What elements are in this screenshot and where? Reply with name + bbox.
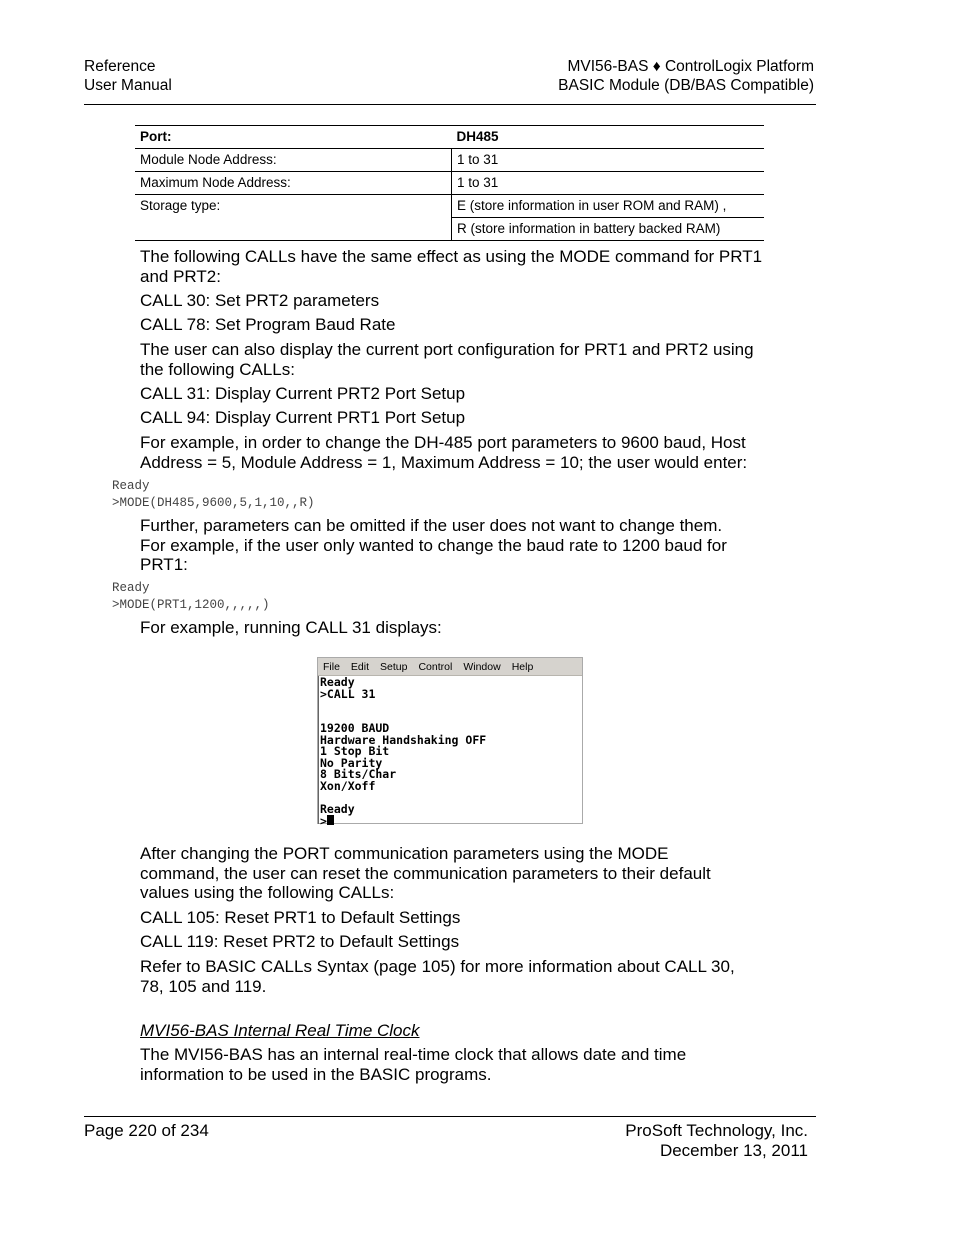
table-header-row bbox=[135, 126, 764, 149]
table-cell-label: Storage type: bbox=[140, 198, 221, 213]
code-line: >MODE(PRT1,1200,,,,,) bbox=[112, 598, 270, 612]
menu-control[interactable]: Control bbox=[418, 660, 453, 673]
terminal-menu-bar bbox=[318, 658, 582, 676]
header-section: Reference bbox=[84, 58, 156, 75]
terminal-line: >CALL 31 bbox=[320, 686, 376, 701]
code-example-1 bbox=[112, 478, 315, 512]
body-paragraph: CALL 94: Display Current PRT1 Port Setup bbox=[140, 408, 466, 427]
body-paragraph: CALL 30: Set PRT2 parameters bbox=[140, 291, 380, 310]
terminal-line: Ready bbox=[320, 801, 355, 816]
header-doc-type: User Manual bbox=[84, 77, 172, 94]
terminal-prompt-line bbox=[320, 815, 582, 828]
body-paragraph: CALL 119: Reset PRT2 to Default Settings bbox=[140, 932, 460, 951]
footer-rule bbox=[84, 1116, 816, 1117]
body-paragraph: The following CALLs have the same effect as using the MODE command for PRT1 and PRT2: bbox=[140, 247, 763, 286]
port-settings-table bbox=[135, 125, 764, 241]
footer-company: ProSoft Technology, Inc. bbox=[625, 1121, 808, 1140]
page-footer-right bbox=[625, 1121, 808, 1160]
table-cell-value: 1 to 31 bbox=[452, 172, 765, 195]
menu-file[interactable]: File bbox=[323, 660, 340, 673]
terminal-cursor bbox=[327, 815, 334, 825]
body-paragraph: CALL 105: Reset PRT1 to Default Settings bbox=[140, 908, 461, 927]
body-paragraph: For example, running CALL 31 displays: bbox=[140, 618, 442, 637]
terminal-line: No Parity bbox=[320, 755, 383, 770]
code-line: Ready bbox=[112, 581, 150, 595]
menu-edit[interactable]: Edit bbox=[350, 660, 370, 673]
terminal-screenshot bbox=[317, 657, 583, 828]
table-row bbox=[135, 218, 764, 241]
code-line: Ready bbox=[112, 479, 150, 493]
table-cell-value: E (store information in user ROM and RAM) , bbox=[452, 195, 765, 218]
table-cell-label: Maximum Node Address: bbox=[135, 172, 452, 195]
body-paragraph: CALL 78: Set Program Baud Rate bbox=[140, 315, 396, 334]
terminal-line: Xon/Xoff bbox=[320, 778, 376, 793]
code-line: >MODE(DH485,9600,5,1,10,,R) bbox=[112, 496, 315, 510]
page-header-left bbox=[84, 57, 172, 95]
page-header-right bbox=[558, 57, 814, 95]
terminal-line: 1 Stop Bit bbox=[320, 744, 390, 758]
header-rule bbox=[84, 104, 816, 105]
section-subheading: MVI56-BAS Internal Real Time Clock bbox=[140, 1021, 420, 1040]
terminal-prompt: > bbox=[320, 814, 327, 828]
table-row bbox=[135, 149, 764, 172]
terminal-line bbox=[320, 700, 582, 712]
menu-window[interactable]: Window bbox=[463, 660, 501, 673]
code-example-2 bbox=[112, 580, 270, 614]
body-paragraph: For example, in order to change the DH-485 port parameters to 9600 baud, Host Address = 5, Module Address = 1, Maximum Address = 10; the user would enter: bbox=[140, 433, 748, 472]
table-cell-value: 1 to 31 bbox=[452, 149, 765, 172]
terminal-line: Hardware Handshaking OFF bbox=[320, 732, 487, 747]
table-row bbox=[135, 195, 764, 218]
body-paragraph: The MVI56-BAS has an internal real-time clock that allows date and time information to be used in the BASIC programs. bbox=[140, 1045, 687, 1084]
body-paragraph: After changing the PORT communication parameters using the MODE command, the user can reset the communication parameters to their default values using the following CALLs: bbox=[140, 844, 711, 902]
footer-date: December 13, 2011 bbox=[659, 1140, 808, 1160]
body-paragraph: Refer to BASIC CALLs Syntax (page 105) for more information about CALL 30, 78, 105 and 119. bbox=[140, 957, 735, 996]
terminal-line bbox=[320, 792, 582, 804]
terminal-line: 19200 BAUD bbox=[320, 721, 390, 735]
terminal-output bbox=[318, 676, 582, 828]
body-paragraph: CALL 31: Display Current PRT2 Port Setup bbox=[140, 384, 466, 403]
menu-setup[interactable]: Setup bbox=[380, 660, 408, 673]
body-paragraph: Further, parameters can be omitted if the user does not want to change them. For example, if the user only wanted to change the baud rate to 1200 baud for PRT1: bbox=[140, 516, 727, 574]
terminal-line: 8 Bits/Char bbox=[320, 767, 397, 781]
table-cell-label: Module Node Address: bbox=[135, 149, 452, 172]
footer-page-number: Page 220 of 234 bbox=[84, 1121, 209, 1140]
menu-help[interactable]: Help bbox=[511, 660, 534, 673]
header-module: BASIC Module (DB/BAS Compatible) bbox=[558, 77, 814, 94]
table-cell-value: R (store information in battery backed RAM) bbox=[452, 218, 765, 241]
table-row bbox=[135, 172, 764, 195]
table-header-label: Port: bbox=[135, 126, 452, 149]
table-cell-label bbox=[135, 218, 452, 241]
terminal-line: Ready bbox=[320, 675, 355, 689]
table-header-value: DH485 bbox=[452, 126, 765, 149]
body-paragraph: The user can also display the current port configuration for PRT1 and PRT2 using the following CALLs: bbox=[140, 340, 754, 379]
header-product: MVI56-BAS ♦ ControlLogix Platform bbox=[567, 58, 814, 75]
